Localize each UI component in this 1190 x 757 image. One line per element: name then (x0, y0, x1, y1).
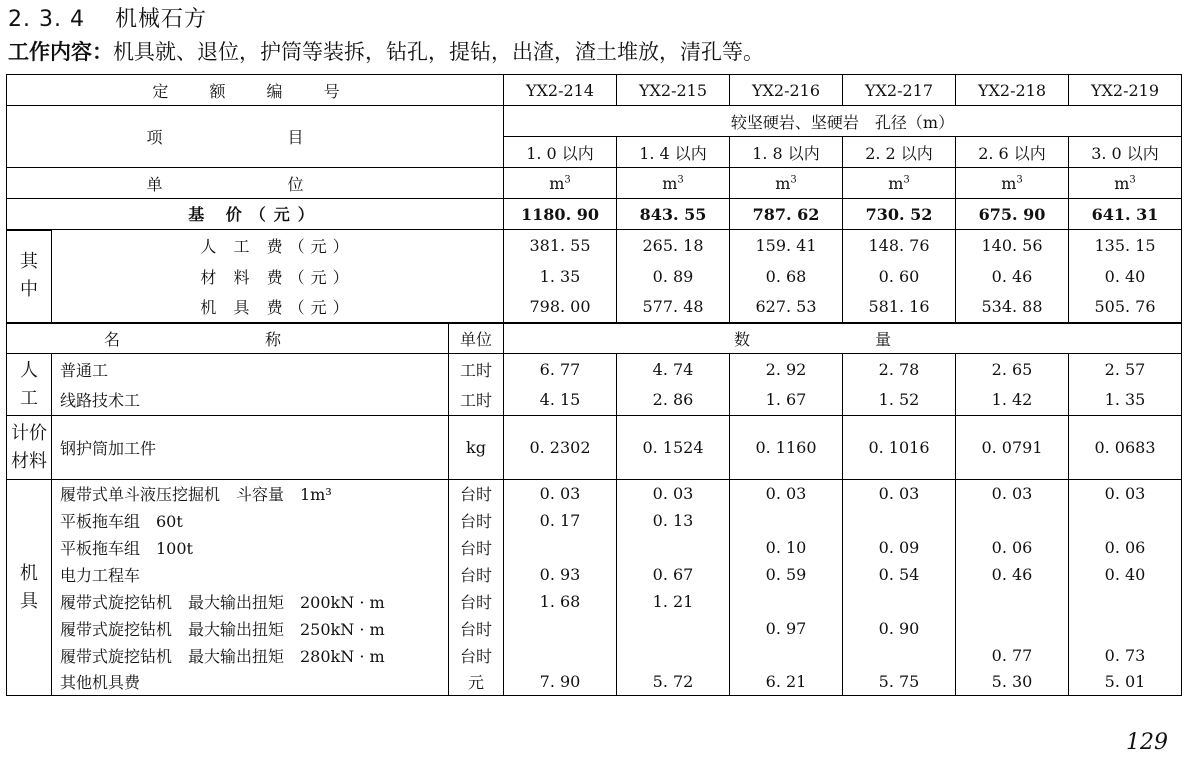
unit-value (1069, 168, 1182, 199)
machine-row (7, 534, 1182, 561)
resource-quantity: 0. 1160 (730, 416, 843, 480)
resource-quantity (956, 588, 1069, 615)
cost-label: 材 料 费（元） (52, 261, 504, 292)
resource-quantity: 0. 0791 (956, 416, 1069, 480)
of-which-group-label (7, 230, 52, 323)
cost-value: 140. 56 (956, 230, 1069, 261)
resource-name: 平板拖车组 60t (52, 507, 449, 534)
quota-number-row (7, 75, 1182, 106)
quota-code: YX2-219 (1069, 75, 1182, 106)
resource-quantity: 0. 93 (504, 561, 617, 588)
resource-unit: 台时 (449, 507, 504, 534)
quota-code: YX2-214 (504, 75, 617, 106)
resource-quantity: 7. 90 (504, 669, 617, 696)
cost-row (7, 292, 1182, 323)
machine-row (7, 561, 1182, 588)
group-char: 计价 (11, 422, 47, 444)
resource-quantity: 0. 59 (730, 561, 843, 588)
resource-header-row (7, 323, 1182, 354)
machine-row (7, 480, 1182, 507)
resource-quantity (956, 507, 1069, 534)
resource-quantity: 5. 30 (956, 669, 1069, 696)
group-char: 机 (20, 562, 38, 584)
base-price-row (7, 199, 1182, 230)
base-price-label: 基 价（元） (7, 199, 504, 230)
section-title: 机械石方 (114, 7, 207, 32)
resource-quantity: 6. 77 (504, 354, 617, 385)
base-price-value: 675. 90 (956, 199, 1069, 230)
base-price-value: 787. 62 (730, 199, 843, 230)
base-price-value: 641. 31 (1069, 199, 1182, 230)
resource-quantity: 4. 15 (504, 385, 617, 416)
cost-value: 148. 76 (843, 230, 956, 261)
unit-exponent: 3 (1016, 174, 1023, 186)
unit-row (7, 168, 1182, 199)
resource-name: 履带式旋挖钻机 最大输出扭矩 250kN · m (52, 615, 449, 642)
group-char: 中 (20, 279, 38, 300)
resource-unit: kg (449, 416, 504, 480)
cost-value: 581. 16 (843, 292, 956, 323)
resource-unit: 工时 (449, 385, 504, 416)
resource-quantity (843, 588, 956, 615)
group-label-stack (11, 560, 47, 616)
base-price-value: 1180. 90 (504, 199, 617, 230)
resource-quantity: 1. 68 (504, 588, 617, 615)
resource-name: 钢护筒加工件 (52, 416, 449, 480)
item-label: 项 目 (7, 106, 504, 168)
resource-quantity: 0. 06 (956, 534, 1069, 561)
resource-quantity: 0. 13 (617, 507, 730, 534)
quota-table-body (7, 75, 1182, 696)
resource-unit: 台时 (449, 615, 504, 642)
resource-quantity (617, 642, 730, 669)
resource-quantity: 0. 03 (730, 480, 843, 507)
resource-name: 履带式旋挖钻机 最大输出扭矩 280kN · m (52, 642, 449, 669)
diameter-range: 1. 4 以内 (617, 137, 730, 168)
resource-quantity: 2. 65 (956, 354, 1069, 385)
machine-row (7, 615, 1182, 642)
resource-quantity (730, 507, 843, 534)
unit-exponent: 3 (790, 174, 797, 186)
cost-label: 人 工 费（元） (52, 230, 504, 261)
cost-value: 577. 48 (617, 292, 730, 323)
resource-quantity: 0. 46 (956, 561, 1069, 588)
quantity-label: 数 量 (504, 323, 1182, 354)
resource-quantity: 1. 52 (843, 385, 956, 416)
material-group-label (7, 416, 52, 480)
cost-row (7, 261, 1182, 292)
resource-quantity (504, 642, 617, 669)
cost-value: 1. 35 (504, 261, 617, 292)
resource-quantity: 5. 01 (1069, 669, 1182, 696)
resource-unit: 台时 (449, 534, 504, 561)
quota-code: YX2-215 (617, 75, 730, 106)
resource-quantity: 0. 03 (504, 480, 617, 507)
resource-quantity: 2. 57 (1069, 354, 1182, 385)
diameter-range: 2. 2 以内 (843, 137, 956, 168)
resource-quantity: 0. 90 (843, 615, 956, 642)
labor-row (7, 385, 1182, 416)
resource-name: 普通工 (52, 354, 449, 385)
unit-label: 单 位 (7, 168, 504, 199)
resource-quantity: 0. 03 (956, 480, 1069, 507)
resource-quantity: 1. 67 (730, 385, 843, 416)
unit-value (843, 168, 956, 199)
diameter-range: 2. 6 以内 (956, 137, 1069, 168)
resource-quantity: 5. 75 (843, 669, 956, 696)
resource-quantity (504, 615, 617, 642)
resource-quantity (1069, 507, 1182, 534)
group-char: 具 (20, 590, 38, 612)
cost-value: 0. 60 (843, 261, 956, 292)
resource-quantity: 0. 54 (843, 561, 956, 588)
cost-value: 0. 40 (1069, 261, 1182, 292)
resource-quantity: 0. 0683 (1069, 416, 1182, 480)
cost-label: 机 具 费（元） (52, 292, 504, 323)
quota-code: YX2-218 (956, 75, 1069, 106)
unit-value (956, 168, 1069, 199)
resource-quantity: 0. 06 (1069, 534, 1182, 561)
group-label-stack (11, 248, 47, 304)
resource-quantity (504, 534, 617, 561)
cost-value: 798. 00 (504, 292, 617, 323)
unit-base: m (1114, 173, 1130, 193)
group-label-stack (11, 420, 47, 476)
section-number: 2. 3. 4 (8, 7, 85, 32)
unit-value (617, 168, 730, 199)
labor-group-label (7, 354, 52, 416)
resource-unit: 台时 (449, 480, 504, 507)
resource-unit: 台时 (449, 561, 504, 588)
unit-base: m (1001, 173, 1017, 193)
group-char: 材料 (11, 450, 47, 472)
resource-quantity: 5. 72 (617, 669, 730, 696)
resource-quantity: 0. 03 (1069, 480, 1182, 507)
cost-row (7, 230, 1182, 261)
resource-quantity: 0. 77 (956, 642, 1069, 669)
unit-column-label: 单位 (449, 323, 504, 354)
section-heading (8, 2, 207, 33)
resource-quantity (617, 534, 730, 561)
unit-exponent: 3 (564, 174, 571, 186)
resource-quantity (1069, 615, 1182, 642)
resource-quantity (730, 588, 843, 615)
diameter-range: 1. 0 以内 (504, 137, 617, 168)
cost-value: 0. 89 (617, 261, 730, 292)
resource-quantity (843, 642, 956, 669)
resource-quantity: 0. 03 (843, 480, 956, 507)
resource-name: 其他机具费 (52, 669, 449, 696)
base-price-value: 843. 55 (617, 199, 730, 230)
resource-quantity: 0. 1016 (843, 416, 956, 480)
resource-quantity (617, 615, 730, 642)
resource-quantity: 0. 97 (730, 615, 843, 642)
group-char: 工 (20, 387, 38, 409)
cost-value: 534. 88 (956, 292, 1069, 323)
resource-name: 平板拖车组 100t (52, 534, 449, 561)
resource-name: 电力工程车 (52, 561, 449, 588)
resource-quantity: 4. 74 (617, 354, 730, 385)
labor-row (7, 354, 1182, 385)
unit-exponent: 3 (903, 174, 910, 186)
resource-quantity: 0. 1524 (617, 416, 730, 480)
item-row (7, 106, 1182, 137)
resource-quantity: 0. 67 (617, 561, 730, 588)
resource-name: 线路技术工 (52, 385, 449, 416)
cost-value: 505. 76 (1069, 292, 1182, 323)
quota-number-label: 定 额 编 号 (7, 75, 504, 106)
resource-unit: 台时 (449, 642, 504, 669)
diameter-range: 3. 0 以内 (1069, 137, 1182, 168)
resource-quantity: 0. 10 (730, 534, 843, 561)
group-label-stack (11, 357, 47, 413)
unit-base: m (662, 173, 678, 193)
material-row (7, 416, 1182, 480)
diameter-range: 1. 8 以内 (730, 137, 843, 168)
resource-name: 履带式单斗液压挖掘机 斗容量 1m³ (52, 480, 449, 507)
cost-value: 381. 55 (504, 230, 617, 261)
resource-name: 履带式旋挖钻机 最大输出扭矩 200kN · m (52, 588, 449, 615)
resource-quantity: 2. 92 (730, 354, 843, 385)
cost-value: 627. 53 (730, 292, 843, 323)
cost-value: 0. 46 (956, 261, 1069, 292)
machine-row (7, 507, 1182, 534)
name-label: 名 称 (7, 323, 449, 354)
unit-value (730, 168, 843, 199)
cost-value: 135. 15 (1069, 230, 1182, 261)
resource-quantity (956, 615, 1069, 642)
resource-quantity: 1. 42 (956, 385, 1069, 416)
unit-base: m (549, 173, 565, 193)
cost-value: 0. 68 (730, 261, 843, 292)
resource-quantity (730, 642, 843, 669)
resource-quantity: 1. 21 (617, 588, 730, 615)
quota-code: YX2-216 (730, 75, 843, 106)
resource-quantity: 1. 35 (1069, 385, 1182, 416)
base-price-value: 730. 52 (843, 199, 956, 230)
unit-base: m (775, 173, 791, 193)
group-char: 其 (20, 251, 38, 272)
unit-value (504, 168, 617, 199)
resource-unit: 工时 (449, 354, 504, 385)
work-content-text: 机具就、退位，护筒等装拆，钻孔，提钻，出渣，渣土堆放，清孔等。 (113, 40, 764, 64)
cost-value: 265. 18 (617, 230, 730, 261)
resource-quantity: 2. 78 (843, 354, 956, 385)
unit-base: m (888, 173, 904, 193)
machine-row (7, 642, 1182, 669)
resource-quantity: 0. 09 (843, 534, 956, 561)
resource-quantity: 0. 03 (617, 480, 730, 507)
group-char: 人 (20, 359, 38, 381)
rock-condition: 较坚硬岩、坚硬岩 孔径（m） (504, 106, 1182, 137)
resource-quantity (843, 507, 956, 534)
work-content (8, 36, 764, 66)
quota-table (6, 74, 1182, 696)
unit-exponent: 3 (677, 174, 684, 186)
resource-quantity: 0. 2302 (504, 416, 617, 480)
resource-quantity: 2. 86 (617, 385, 730, 416)
quota-code: YX2-217 (843, 75, 956, 106)
resource-quantity (1069, 588, 1182, 615)
resource-unit: 台时 (449, 588, 504, 615)
page-number: 129 (1126, 730, 1168, 755)
resource-quantity: 6. 21 (730, 669, 843, 696)
resource-unit: 元 (449, 669, 504, 696)
machine-row (7, 588, 1182, 615)
resource-quantity: 0. 17 (504, 507, 617, 534)
machine-group-label (7, 480, 52, 696)
resource-quantity: 0. 40 (1069, 561, 1182, 588)
work-content-label: 工作内容： (8, 40, 113, 64)
cost-value: 159. 41 (730, 230, 843, 261)
resource-quantity: 0. 73 (1069, 642, 1182, 669)
machine-row (7, 669, 1182, 696)
unit-exponent: 3 (1129, 174, 1136, 186)
